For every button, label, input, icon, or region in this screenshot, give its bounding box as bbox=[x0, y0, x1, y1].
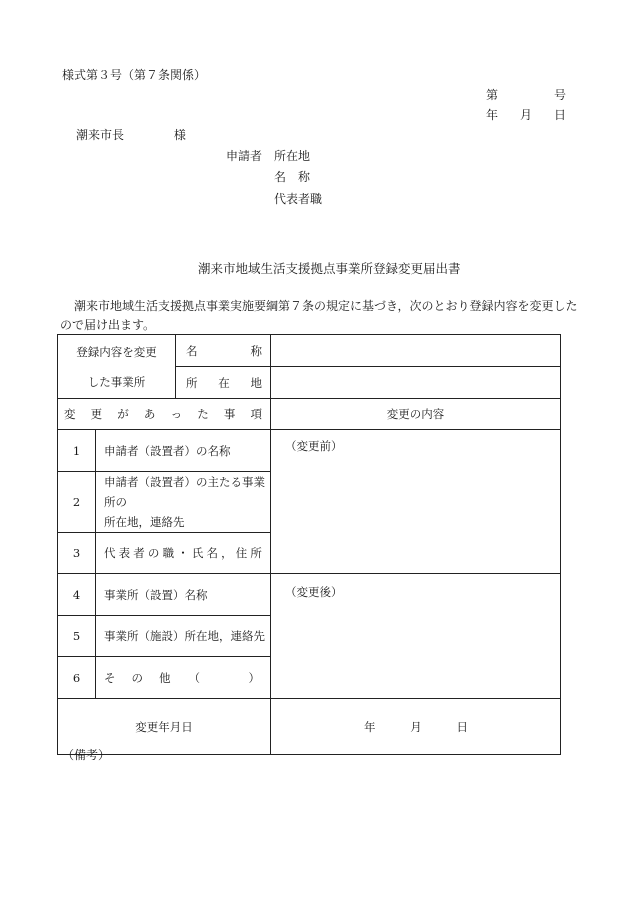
item-text-char: 者 bbox=[133, 546, 145, 560]
form-number: 様式第３号（第７条関係） bbox=[62, 68, 207, 82]
name-value-cell[interactable] bbox=[271, 335, 561, 367]
header-item-char: 項 bbox=[250, 407, 262, 421]
doc-number-prefix: 第 bbox=[486, 88, 499, 102]
body-line-2: ので届け出ます。 bbox=[60, 318, 156, 332]
item-number: 5 bbox=[58, 616, 96, 657]
addressee-honorific: 様 bbox=[173, 128, 186, 142]
item-row-1 bbox=[58, 430, 561, 472]
item-text: 事業所（施設）所在地，連絡先 bbox=[96, 616, 271, 657]
body-line-1: 潮来市地域生活支援拠点事業実施要綱第７条の規定に基づき，次のとおり登録内容を変更した bbox=[74, 299, 578, 313]
change-before-cell[interactable] bbox=[271, 430, 561, 574]
item-text-char: 職 bbox=[162, 546, 175, 560]
item-text-char: そ bbox=[104, 670, 116, 685]
change-before-label: （変更前） bbox=[285, 439, 343, 453]
applicant-representative-label: 代表者職 bbox=[274, 192, 323, 206]
doc-number-suffix: 号 bbox=[553, 88, 566, 102]
item-text-line1: 申請者（設置者）の主たる事業所の bbox=[104, 475, 265, 509]
addressee bbox=[76, 126, 186, 143]
item-text bbox=[96, 657, 271, 699]
address-label-char3: 地 bbox=[250, 375, 262, 390]
document-title: 潮来市地域生活支援拠点事業所登録変更届出書 bbox=[198, 261, 461, 276]
date-month: 月 bbox=[519, 108, 532, 122]
item-text-line2: 所在地，連絡先 bbox=[104, 515, 185, 529]
change-content-header: 変更の内容 bbox=[271, 399, 561, 430]
registered-office-label bbox=[58, 335, 176, 399]
change-date-year: 年 bbox=[364, 719, 376, 734]
item-text: 申請者（設置者）の名称 bbox=[96, 430, 271, 472]
date-year: 年 bbox=[486, 108, 499, 122]
item-text-char: の bbox=[147, 546, 160, 560]
item-text-char: （ bbox=[188, 670, 200, 685]
header-item-char: あ bbox=[143, 407, 156, 421]
changed-items-header bbox=[58, 399, 271, 430]
address-label-char2: 在 bbox=[218, 375, 230, 390]
name-label-char1: 名 bbox=[186, 343, 198, 358]
change-date-label: 変更年月日 bbox=[58, 699, 271, 755]
item-text-char: の bbox=[131, 670, 143, 685]
registered-name-row bbox=[58, 335, 561, 367]
item-text-char: ・ bbox=[177, 546, 189, 560]
header-item-char: た bbox=[197, 407, 209, 421]
item-text-char: 名 bbox=[206, 546, 218, 560]
item-text-char: 所 bbox=[250, 546, 262, 560]
item-row-4 bbox=[58, 574, 561, 616]
item-text-char: 住 bbox=[235, 546, 248, 560]
date-day: 日 bbox=[553, 108, 566, 122]
header-row bbox=[58, 399, 561, 430]
change-date-month: 月 bbox=[410, 719, 422, 734]
registered-label-line2: した事業所 bbox=[87, 374, 146, 389]
change-date-cell[interactable] bbox=[271, 699, 561, 755]
document-date bbox=[486, 106, 566, 123]
address-label-cell bbox=[176, 367, 271, 399]
addressee-name: 潮来市長 bbox=[76, 128, 125, 142]
name-label-cell bbox=[176, 335, 271, 367]
header-item-char: 変 bbox=[64, 407, 76, 421]
item-text-char: 氏 bbox=[191, 546, 204, 560]
item-text-char: 他 bbox=[159, 670, 171, 685]
item-text-char: 代 bbox=[104, 546, 116, 560]
applicant-address-label: 所在地 bbox=[274, 149, 311, 163]
change-after-cell[interactable] bbox=[271, 574, 561, 699]
item-number: 6 bbox=[58, 657, 96, 699]
header-item-char: っ bbox=[170, 407, 183, 421]
address-label-char1: 所 bbox=[186, 375, 198, 390]
change-date-row bbox=[58, 699, 561, 755]
item-text-char: 表 bbox=[118, 546, 131, 560]
change-form-table bbox=[57, 334, 561, 755]
header-item-char: 更 bbox=[90, 407, 103, 421]
applicant-label: 申請者 bbox=[226, 149, 263, 163]
registered-label-line1: 登録内容を変更 bbox=[76, 344, 157, 359]
item-number: 4 bbox=[58, 574, 96, 616]
name-label-char2: 称 bbox=[250, 343, 262, 358]
applicant-name-label: 名 称 bbox=[274, 170, 311, 184]
item-text: 事業所（設置）名称 bbox=[96, 574, 271, 616]
address-value-cell[interactable] bbox=[271, 367, 561, 399]
item-number: 1 bbox=[58, 430, 96, 472]
item-text bbox=[96, 472, 271, 533]
item-number: 3 bbox=[58, 533, 96, 574]
item-number: 2 bbox=[58, 472, 96, 533]
change-after-label: （変更後） bbox=[285, 585, 343, 599]
change-date-day: 日 bbox=[456, 719, 468, 734]
header-item-char: が bbox=[117, 407, 129, 421]
document-number bbox=[486, 86, 566, 103]
item-text-char: ） bbox=[248, 670, 260, 685]
remarks-label: （備考） bbox=[62, 748, 111, 762]
item-text bbox=[96, 533, 271, 574]
item-text-char: ， bbox=[221, 546, 233, 560]
header-item-char: 事 bbox=[223, 407, 236, 421]
